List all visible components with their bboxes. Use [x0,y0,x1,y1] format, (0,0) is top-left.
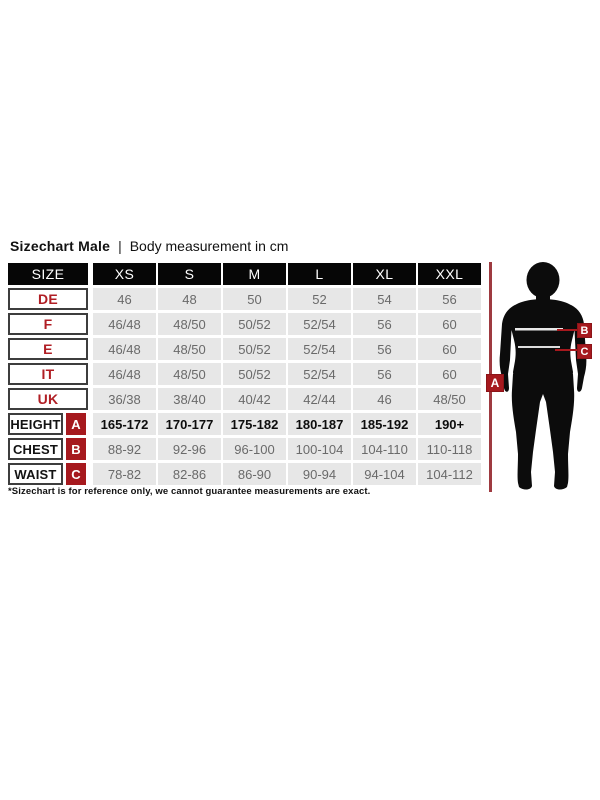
size-table [8,263,481,488]
table-row-f [8,313,481,335]
table-cell: 38/40 [158,388,221,410]
table-cell: 56 [353,363,416,385]
body-shape [500,262,587,490]
table-cell: 60 [418,363,481,385]
header-cell-m: M [223,263,286,285]
table-cell: 50/52 [223,338,286,360]
table-cell: 110-118 [418,438,481,460]
table-cell: 46/48 [93,313,156,335]
table-cell: 100-104 [288,438,351,460]
table-cell: 52/54 [288,338,351,360]
table-row-chest [8,438,481,460]
table-cell: 165-172 [93,413,156,435]
marker-a-badge: A [66,413,86,435]
title-subtitle: Body measurement in cm [129,238,289,254]
page-title [10,238,288,254]
table-cell: 104-112 [418,463,481,485]
disclaimer-text: *Sizechart is for reference only, we cannot guarantee measurements are exact. [8,486,371,497]
chest-line [515,328,563,331]
table-cell: 52 [288,288,351,310]
header-cell-s: S [158,263,221,285]
male-body-silhouette [498,262,588,492]
title-main: Sizechart Male [10,238,111,254]
table-cell: 40/42 [223,388,286,410]
marker-b-badge: B [66,438,86,460]
table-cell: 60 [418,338,481,360]
table-cell: 90-94 [288,463,351,485]
table-cell: 60 [418,313,481,335]
row-label: HEIGHT [8,413,63,435]
table-cell: 50 [223,288,286,310]
row-label: CHEST [8,438,63,460]
row-label: E [8,338,88,360]
table-row-height [8,413,481,435]
waist-line [518,346,560,348]
table-cell: 48/50 [158,338,221,360]
table-cell: 86-90 [223,463,286,485]
table-cell: 46 [93,288,156,310]
table-row-waist [8,463,481,485]
table-cell: 48 [158,288,221,310]
figure-marker-c: C [577,344,592,359]
figure-marker-b: B [577,323,592,338]
table-cell: 46/48 [93,338,156,360]
waist-connector-line [555,349,578,351]
table-cell: 46/48 [93,363,156,385]
header-cell-xl: XL [353,263,416,285]
header-cell-size: SIZE [8,263,88,285]
table-cell: 170-177 [158,413,221,435]
row-label: DE [8,288,88,310]
table-cell: 52/54 [288,313,351,335]
figure-marker-a: A [486,374,504,392]
marker-c-badge: C [66,463,86,485]
table-cell: 82-86 [158,463,221,485]
header-cell-xs: XS [93,263,156,285]
table-cell: 56 [418,288,481,310]
table-row-it [8,363,481,385]
row-label: WAIST [8,463,63,485]
table-row-uk [8,388,481,410]
table-cell: 52/54 [288,363,351,385]
row-label: UK [8,388,88,410]
table-cell: 50/52 [223,363,286,385]
table-header-row [8,263,481,285]
table-cell: 56 [353,338,416,360]
table-cell: 180-187 [288,413,351,435]
table-row-de [8,288,481,310]
table-cell: 36/38 [93,388,156,410]
table-cell: 48/50 [158,313,221,335]
title-separator: | [118,238,122,254]
table-row-e [8,338,481,360]
table-cell: 88-92 [93,438,156,460]
chest-connector-line [557,329,578,331]
row-label: IT [8,363,88,385]
table-cell: 92-96 [158,438,221,460]
table-cell: 48/50 [158,363,221,385]
table-cell: 54 [353,288,416,310]
header-cell-xxl: XXL [418,263,481,285]
table-cell: 42/44 [288,388,351,410]
table-cell: 94-104 [353,463,416,485]
table-cell: 50/52 [223,313,286,335]
table-cell: 78-82 [93,463,156,485]
table-cell: 46 [353,388,416,410]
header-cell-l: L [288,263,351,285]
table-cell: 185-192 [353,413,416,435]
table-cell: 175-182 [223,413,286,435]
table-cell: 96-100 [223,438,286,460]
row-label: F [8,313,88,335]
table-cell: 48/50 [418,388,481,410]
table-cell: 56 [353,313,416,335]
table-cell: 104-110 [353,438,416,460]
table-cell: 190+ [418,413,481,435]
